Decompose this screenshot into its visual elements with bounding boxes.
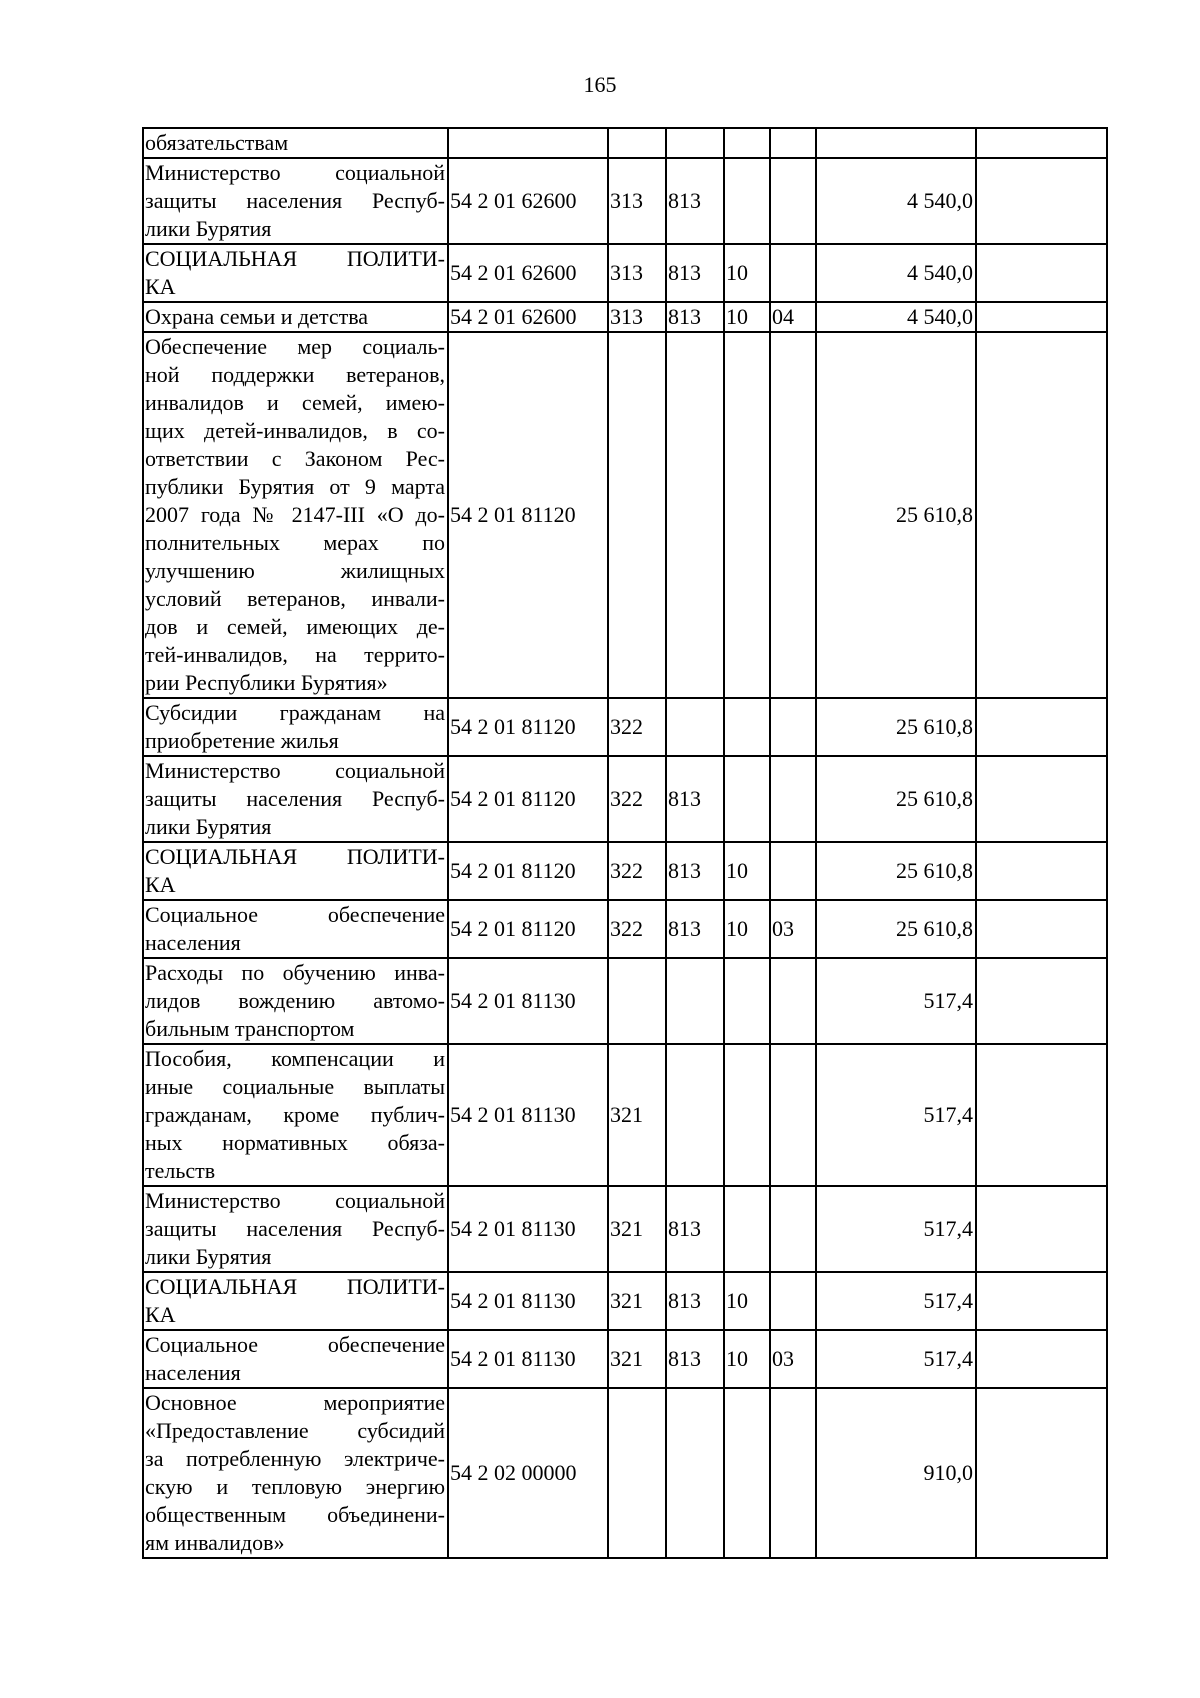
item-name-line: защиты населения Респуб- [145, 786, 445, 811]
item-name-line: Обеспечение мер социаль- [145, 334, 445, 359]
section-cell [724, 1388, 770, 1558]
item-name-line: бильным транспортом [145, 1016, 355, 1041]
target-article-cell: 54 2 01 81130 [448, 1186, 608, 1272]
expense-type-cell: 322 [608, 698, 666, 756]
item-name-line: населения [145, 1360, 241, 1385]
item-name-line: ной поддержки ветеранов, [145, 362, 445, 387]
amount-cell: 25 610,8 [816, 900, 976, 958]
target-article-cell: 54 2 01 62600 [448, 244, 608, 302]
item-name-line: ответствии с Законом Рес- [145, 446, 445, 471]
item-name-line: КА [145, 1302, 176, 1327]
table-row [143, 1330, 1107, 1388]
item-name-line: скую и тепловую энергию [145, 1474, 445, 1499]
expense-type-cell: 322 [608, 900, 666, 958]
subsection-cell [770, 158, 816, 244]
item-name-line: тей-инвалидов, на террито- [145, 642, 445, 667]
expense-type-cell: 321 [608, 1330, 666, 1388]
target-article-cell: 54 2 02 00000 [448, 1388, 608, 1558]
expense-type-cell [608, 332, 666, 698]
extra-cell [976, 698, 1107, 756]
item-name-line: лики Бурятия [145, 814, 272, 839]
administrator-code-cell: 813 [666, 1272, 724, 1330]
item-name-line: рии Республики Бурятия» [145, 670, 388, 695]
expense-type-cell: 321 [608, 1186, 666, 1272]
administrator-code-cell [666, 1044, 724, 1186]
extra-cell [976, 1272, 1107, 1330]
subsection-cell [770, 244, 816, 302]
section-cell [724, 1186, 770, 1272]
extra-cell [976, 332, 1107, 698]
item-name-line: Министерство социальной [145, 160, 445, 185]
extra-cell [976, 958, 1107, 1044]
item-name-line: СОЦИАЛЬНАЯ ПОЛИТИ- [145, 1274, 445, 1299]
item-name-cell [143, 158, 448, 244]
amount-cell: 517,4 [816, 1330, 976, 1388]
target-article-cell: 54 2 01 81120 [448, 332, 608, 698]
extra-cell [976, 1044, 1107, 1186]
item-name-line: тельств [145, 1158, 216, 1183]
administrator-code-cell: 813 [666, 842, 724, 900]
expense-type-cell [608, 1388, 666, 1558]
administrator-code-cell: 813 [666, 1330, 724, 1388]
table-body [143, 128, 1107, 1558]
extra-cell [976, 1186, 1107, 1272]
table-row [143, 900, 1107, 958]
item-name-cell [143, 1186, 448, 1272]
expense-type-cell [608, 128, 666, 158]
section-cell [724, 128, 770, 158]
administrator-code-cell [666, 698, 724, 756]
budget-table [142, 127, 1108, 1559]
expense-type-cell: 321 [608, 1044, 666, 1186]
section-cell [724, 958, 770, 1044]
amount-cell: 910,0 [816, 1388, 976, 1558]
subsection-cell: 03 [770, 900, 816, 958]
item-name-line: общественным объединени- [145, 1502, 445, 1527]
amount-cell: 4 540,0 [816, 244, 976, 302]
item-name-cell [143, 1330, 448, 1388]
item-name-line: полнительных мерах по [145, 530, 445, 555]
table-row [143, 302, 1107, 332]
administrator-code-cell: 813 [666, 1186, 724, 1272]
target-article-cell: 54 2 01 81120 [448, 698, 608, 756]
target-article-cell: 54 2 01 81130 [448, 1272, 608, 1330]
expense-type-cell [608, 958, 666, 1044]
table-row [143, 158, 1107, 244]
amount-cell: 517,4 [816, 1044, 976, 1186]
item-name-cell [143, 756, 448, 842]
section-cell: 10 [724, 244, 770, 302]
target-article-cell: 54 2 01 81120 [448, 900, 608, 958]
item-name-line: инвалидов и семей, имею- [145, 390, 445, 415]
table-row [143, 332, 1107, 698]
item-name-line: Пособия, компенсации и [145, 1046, 445, 1071]
section-cell: 10 [724, 302, 770, 332]
target-article-cell: 54 2 01 62600 [448, 302, 608, 332]
amount-cell: 25 610,8 [816, 698, 976, 756]
extra-cell [976, 1330, 1107, 1388]
amount-cell: 517,4 [816, 1272, 976, 1330]
table-row [143, 1186, 1107, 1272]
administrator-code-cell [666, 958, 724, 1044]
item-name-cell [143, 900, 448, 958]
item-name-line: Основное мероприятие [145, 1390, 445, 1415]
item-name-line: за потребленную электриче- [145, 1446, 445, 1471]
subsection-cell [770, 958, 816, 1044]
extra-cell [976, 756, 1107, 842]
extra-cell [976, 900, 1107, 958]
administrator-code-cell [666, 332, 724, 698]
item-name-cell [143, 1044, 448, 1186]
expense-type-cell: 321 [608, 1272, 666, 1330]
section-cell: 10 [724, 842, 770, 900]
extra-cell [976, 158, 1107, 244]
administrator-code-cell: 813 [666, 244, 724, 302]
item-name-cell [143, 698, 448, 756]
item-name-line: СОЦИАЛЬНАЯ ПОЛИТИ- [145, 246, 445, 271]
table-row [143, 1272, 1107, 1330]
item-name-line: улучшению жилищных [145, 558, 445, 583]
amount-cell: 4 540,0 [816, 158, 976, 244]
item-name-line: ных нормативных обяза- [145, 1130, 445, 1155]
subsection-cell [770, 1186, 816, 1272]
subsection-cell [770, 332, 816, 698]
item-name-line: Субсидии гражданам на [145, 700, 445, 725]
extra-cell [976, 302, 1107, 332]
section-cell [724, 698, 770, 756]
item-name-line: иные социальные выплаты [145, 1074, 445, 1099]
item-name-cell [143, 842, 448, 900]
page-number: 165 [583, 72, 617, 97]
subsection-cell [770, 1272, 816, 1330]
expense-type-cell: 322 [608, 842, 666, 900]
expense-type-cell: 313 [608, 158, 666, 244]
section-cell: 10 [724, 900, 770, 958]
table-row [143, 842, 1107, 900]
item-name-line: приобретение жилья [145, 728, 339, 753]
item-name-line: защиты населения Респуб- [145, 188, 445, 213]
amount-cell: 25 610,8 [816, 332, 976, 698]
item-name-line: публики Бурятия от 9 марта [145, 474, 445, 499]
item-name-cell [143, 958, 448, 1044]
expense-type-cell: 313 [608, 244, 666, 302]
amount-cell: 4 540,0 [816, 302, 976, 332]
administrator-code-cell [666, 128, 724, 158]
amount-cell: 25 610,8 [816, 756, 976, 842]
table-row [143, 756, 1107, 842]
item-name-line: Социальное обеспечение [145, 902, 445, 927]
item-name-line: гражданам, кроме публич- [145, 1102, 445, 1127]
subsection-cell [770, 1388, 816, 1558]
item-name-line: защиты населения Респуб- [145, 1216, 445, 1241]
item-name-line: ям инвалидов» [145, 1530, 285, 1555]
administrator-code-cell: 813 [666, 756, 724, 842]
item-name-cell [143, 128, 448, 158]
item-name-cell [143, 1272, 448, 1330]
subsection-cell [770, 1044, 816, 1186]
item-name-line: обязательствам [145, 130, 289, 155]
subsection-cell: 04 [770, 302, 816, 332]
item-name-line: населения [145, 930, 241, 955]
amount-cell [816, 128, 976, 158]
table-row [143, 244, 1107, 302]
item-name-line: лидов вождению автомо- [145, 988, 445, 1013]
subsection-cell [770, 756, 816, 842]
section-cell [724, 1044, 770, 1186]
item-name-line: 2007 года № 2147-III «О до- [145, 502, 445, 527]
item-name-line: Министерство социальной [145, 1188, 445, 1213]
administrator-code-cell: 813 [666, 900, 724, 958]
item-name-line: щих детей-инвалидов, в со- [145, 418, 445, 443]
item-name-line: «Предоставление субсидий [145, 1418, 445, 1443]
extra-cell [976, 1388, 1107, 1558]
table-row [143, 1044, 1107, 1186]
item-name-line: лики Бурятия [145, 216, 272, 241]
section-cell: 10 [724, 1330, 770, 1388]
item-name-cell [143, 1388, 448, 1558]
subsection-cell [770, 698, 816, 756]
target-article-cell: 54 2 01 81130 [448, 958, 608, 1044]
section-cell [724, 756, 770, 842]
subsection-cell: 03 [770, 1330, 816, 1388]
administrator-code-cell: 813 [666, 302, 724, 332]
item-name-cell [143, 244, 448, 302]
target-article-cell: 54 2 01 81120 [448, 842, 608, 900]
item-name-line: СОЦИАЛЬНАЯ ПОЛИТИ- [145, 844, 445, 869]
section-cell [724, 158, 770, 244]
amount-cell: 517,4 [816, 1186, 976, 1272]
extra-cell [976, 842, 1107, 900]
subsection-cell [770, 128, 816, 158]
item-name-line: КА [145, 872, 176, 897]
expense-type-cell: 313 [608, 302, 666, 332]
item-name-line: условий ветеранов, инвали- [145, 586, 445, 611]
target-article-cell: 54 2 01 62600 [448, 158, 608, 244]
target-article-cell: 54 2 01 81130 [448, 1330, 608, 1388]
target-article-cell: 54 2 01 81120 [448, 756, 608, 842]
item-name-cell [143, 332, 448, 698]
item-name-line: лики Бурятия [145, 1244, 272, 1269]
item-name-line: КА [145, 274, 176, 299]
item-name-cell [143, 302, 448, 332]
item-name-line: Охрана семьи и детства [145, 304, 369, 329]
item-name-line: Социальное обеспечение [145, 1332, 445, 1357]
table-row [143, 698, 1107, 756]
section-cell [724, 332, 770, 698]
item-name-line: дов и семей, имеющих де- [145, 614, 445, 639]
table-row [143, 128, 1107, 158]
amount-cell: 517,4 [816, 958, 976, 1044]
section-cell: 10 [724, 1272, 770, 1330]
target-article-cell: 54 2 01 81130 [448, 1044, 608, 1186]
administrator-code-cell [666, 1388, 724, 1558]
extra-cell [976, 244, 1107, 302]
amount-cell: 25 610,8 [816, 842, 976, 900]
subsection-cell [770, 842, 816, 900]
item-name-line: Расходы по обучению инва- [145, 960, 445, 985]
table-row [143, 1388, 1107, 1558]
item-name-line: Министерство социальной [145, 758, 445, 783]
table-row [143, 958, 1107, 1044]
target-article-cell [448, 128, 608, 158]
extra-cell [976, 128, 1107, 158]
expense-type-cell: 322 [608, 756, 666, 842]
administrator-code-cell: 813 [666, 158, 724, 244]
